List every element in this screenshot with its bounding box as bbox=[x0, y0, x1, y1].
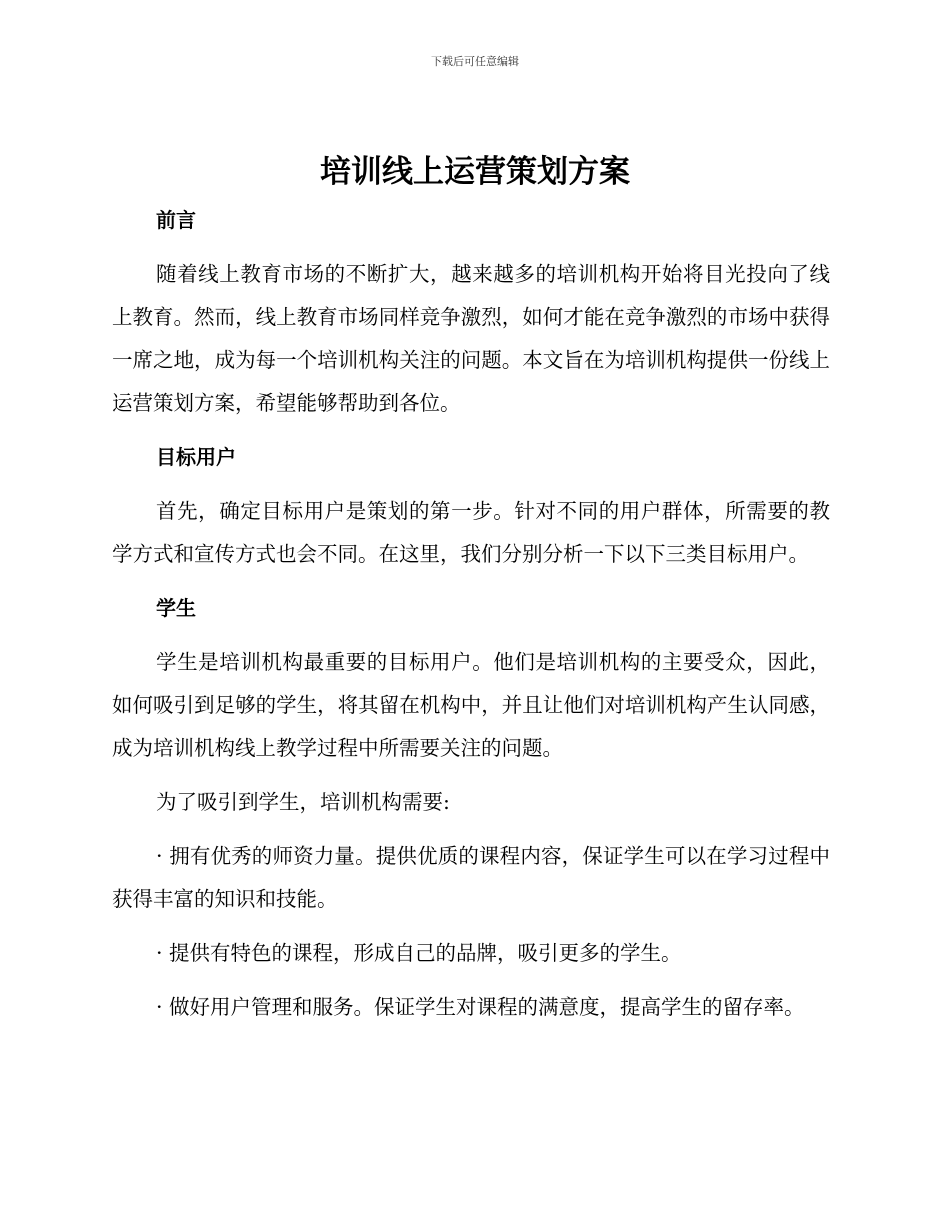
document-body bbox=[112, 199, 830, 1040]
document-title: 培训线上运营策划方案 bbox=[320, 154, 630, 190]
section-heading-students: 学生 bbox=[156, 596, 196, 620]
section-heading-preface: 前言 bbox=[156, 208, 196, 232]
paragraph-preface: 随着线上教育市场的不断扩大，越来越多的培训机构开始将目光投向了线上教育。然而，线上教育市场同样竞争激烈，如何才能在竞争激烈的市场中获得一席之地，成为每一个培训机构关注的问题。本文旨在为培训机构提供一份线上运营策划方案，希望能够帮助到各位。 bbox=[112, 262, 830, 415]
bullet-item-teachers: · 拥有优秀的师资力量。提供优质的课程内容，保证学生可以在学习过程中获得丰富的知识和技能。 bbox=[112, 844, 830, 911]
bullet-item-service: · 做好用户管理和服务。保证学生对课程的满意度，提高学生的留存率。 bbox=[156, 995, 805, 1019]
bullet-item-courses: · 提供有特色的课程，形成自己的品牌，吸引更多的学生。 bbox=[156, 941, 682, 965]
paragraph-attract-students: 为了吸引到学生，培训机构需要: bbox=[156, 790, 450, 814]
paragraph-target-users: 首先，确定目标用户是策划的第一步。针对不同的用户群体，所需要的教学方式和宣传方式也会不同。在这里，我们分别分析一下以下三类目标用户。 bbox=[112, 499, 830, 566]
paragraph-students: 学生是培训机构最重要的目标用户。他们是培训机构的主要受众，因此，如何吸引到足够的学生，将其留在机构中，并且让他们对培训机构产生认同感，成为培训机构线上教学过程中所需要关注的问题。 bbox=[112, 650, 830, 760]
page-header: 下载后可任意编辑 bbox=[431, 55, 519, 68]
section-heading-target-users: 目标用户 bbox=[156, 445, 236, 469]
